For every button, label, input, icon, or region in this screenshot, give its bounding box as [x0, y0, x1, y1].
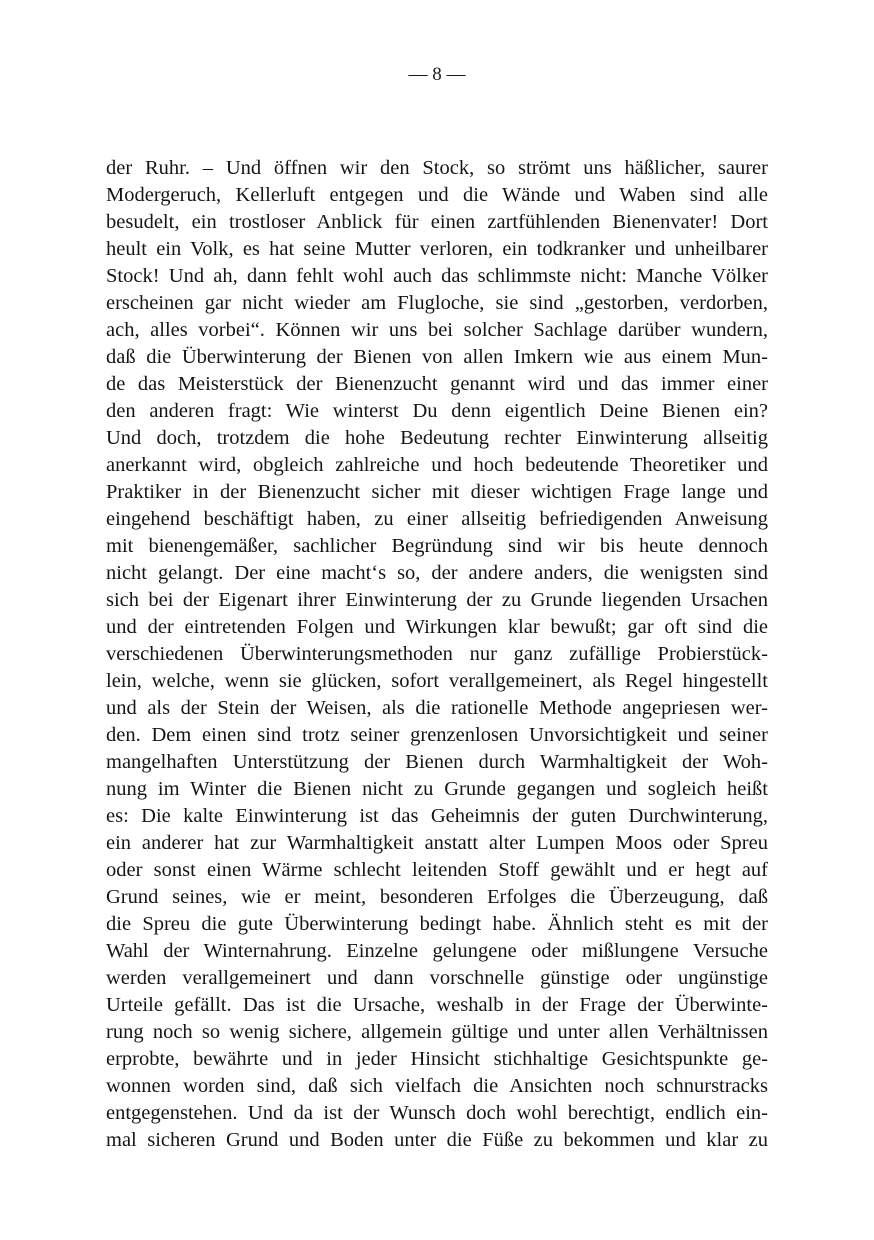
text-line: daß die Überwinterung der Bienen von allen Imkern wie aus einem Mun- — [106, 346, 768, 368]
text-line: es: Die kalte Einwinterung ist das Geheimnis der guten Durchwinterung, — [106, 805, 768, 827]
text-line: den. Dem einen sind trotz seiner grenzenlosen Unvorsichtigkeit und seiner — [106, 724, 768, 746]
text-line: mal sicheren Grund und Boden unter die Füße zu bekommen und klar zu — [106, 1129, 768, 1151]
body-text — [106, 155, 768, 1154]
text-line: rung noch so wenig sichere, allgemein gültige und unter allen Verhältnissen — [106, 1021, 768, 1043]
text-line: ach, alles vorbei“. Können wir uns bei solcher Sachlage darüber wundern, — [106, 319, 768, 341]
text-line: Praktiker in der Bienenzucht sicher mit dieser wichtigen Frage lange und — [106, 481, 768, 503]
text-line: nung im Winter die Bienen nicht zu Grunde gegangen und sogleich heißt — [106, 778, 768, 800]
text-line: und als der Stein der Weisen, als die rationelle Methode angepriesen wer- — [106, 697, 768, 719]
text-line: lein, welche, wenn sie glücken, sofort verallgemeinert, als Regel hingestellt — [106, 670, 768, 692]
text-line: werden verallgemeinert und dann vorschnelle günstige oder ungünstige — [106, 967, 768, 989]
text-line: anerkannt wird, obgleich zahlreiche und hoch bedeutende Theoretiker und — [106, 454, 768, 476]
text-line: besudelt, ein trostloser Anblick für einen zartfühlenden Bienenvater! Dort — [106, 211, 768, 233]
text-line: heult ein Volk, es hat seine Mutter verloren, ein todkranker und unheilbarer — [106, 238, 768, 260]
text-line: nicht gelangt. Der eine macht‘s so, der andere anders, die wenigsten sind — [106, 562, 768, 584]
text-line: oder sonst einen Wärme schlecht leitenden Stoff gewählt und er hegt auf — [106, 859, 768, 881]
text-line: und der eintretenden Folgen und Wirkungen klar bewußt; gar oft sind die — [106, 616, 768, 638]
text-line: entgegenstehen. Und da ist der Wunsch doch wohl berechtigt, endlich ein- — [106, 1102, 768, 1124]
text-line: der Ruhr. – Und öffnen wir den Stock, so strömt uns häßlicher, saurer — [106, 157, 768, 179]
text-line: Urteile gefällt. Das ist die Ursache, weshalb in der Frage der Überwinte- — [106, 994, 768, 1016]
text-line: den anderen fragt: Wie winterst Du denn eigentlich Deine Bienen ein? — [106, 400, 768, 422]
text-line: wonnen worden sind, daß sich vielfach die Ansichten noch schnurstracks — [106, 1075, 768, 1097]
text-line: die Spreu die gute Überwinterung bedingt habe. Ähnlich steht es mit der — [106, 913, 768, 935]
text-line: mangelhaften Unterstützung der Bienen durch Warmhaltigkeit der Woh- — [106, 751, 768, 773]
text-line: de das Meisterstück der Bienenzucht genannt wird und das immer einer — [106, 373, 768, 395]
text-line: erscheinen gar nicht wieder am Flugloche, sie sind „gestorben, verdorben, — [106, 292, 768, 314]
text-line: erprobte, bewährte und in jeder Hinsicht stichhaltige Gesichtspunkte ge- — [106, 1048, 768, 1070]
text-line: verschiedenen Überwinterungsmethoden nur ganz zufällige Probierstück- — [106, 643, 768, 665]
text-line: Und doch, trotzdem die hohe Bedeutung rechter Einwinterung allseitig — [106, 427, 768, 449]
text-line: Stock! Und ah, dann fehlt wohl auch das schlimmste nicht: Manche Völker — [106, 265, 768, 287]
text-line: Modergeruch, Kellerluft entgegen und die Wände und Waben sind alle — [106, 184, 768, 206]
text-line: sich bei der Eigenart ihrer Einwinterung der zu Grunde liegenden Ursachen — [106, 589, 768, 611]
text-line: Wahl der Winternahrung. Einzelne gelungene oder mißlungene Versuche — [106, 940, 768, 962]
text-line: Grund seines, wie er meint, besonderen Erfolges die Überzeugung, daß — [106, 886, 768, 908]
page-number: — 8 — — [408, 64, 466, 85]
text-line: ein anderer hat zur Warmhaltigkeit anstatt alter Lumpen Moos oder Spreu — [106, 832, 768, 854]
text-line: eingehend beschäftigt haben, zu einer allseitig befriedigenden Anweisung — [106, 508, 768, 530]
text-line: mit bienengemäßer, sachlicher Begründung sind wir bis heute dennoch — [106, 535, 768, 557]
